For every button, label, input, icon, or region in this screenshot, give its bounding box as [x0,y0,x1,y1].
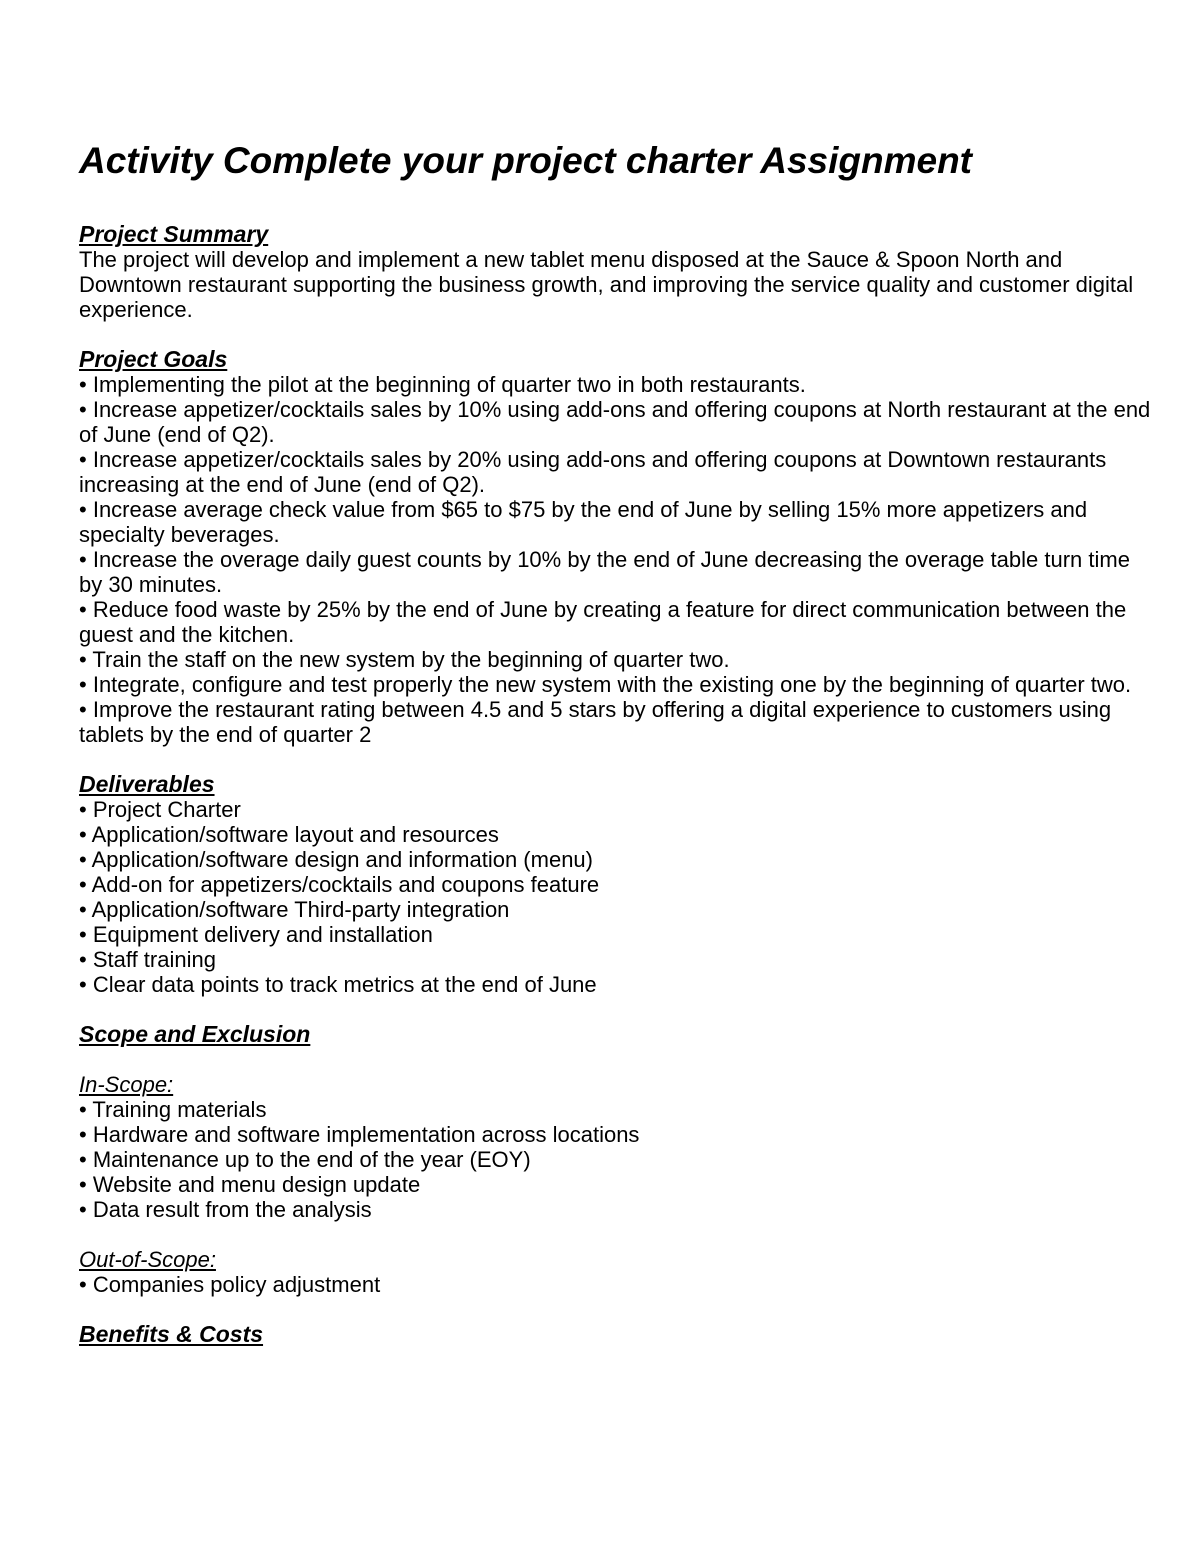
bullet-icon: • [79,847,87,872]
goal-text: Increase appetizer/cocktails sales by 20% using add-ons and offering coupons at Downtown restaurants increasing at the end of June (end of Q2). [79,447,1107,497]
list-item [79,1147,1159,1172]
goal-text: Improve the restaurant rating between 4.5 and 5 stars by offering a digital experience to customers using tablets by the end of quarter 2 [79,697,1112,747]
list-item [79,372,1159,397]
deliverable-text: Application/software layout and resources [91,822,499,847]
list-item [79,672,1159,697]
in-scope-text: Maintenance up to the end of the year (EOY) [92,1147,531,1172]
bullet-icon: • [79,647,87,672]
deliverable-text: Application/software design and information (menu) [91,847,593,872]
list-item [79,1172,1159,1197]
bullet-icon: • [79,947,87,972]
list-item [79,447,1159,497]
goal-text: Increase the overage daily guest counts by 10% by the end of June decreasing the overage table turn time by 30 minutes. [79,547,1130,597]
benefits-costs-heading: Benefits & Costs [79,1321,264,1347]
deliverables-section [79,772,1159,997]
goal-text: Increase average check value from $65 to $75 by the end of June by selling 15% more appetizers and specialty beverages. [79,497,1088,547]
goal-text: Integrate, configure and test properly the new system with the existing one by the beginning of quarter two. [92,672,1132,697]
list-item [79,1272,1159,1297]
bullet-icon: • [79,1272,87,1297]
benefits-costs-section [79,1322,1159,1347]
list-item [79,922,1159,947]
goal-text: Train the staff on the new system by the beginning of quarter two. [92,647,730,672]
in-scope-text: Training materials [92,1097,267,1122]
bullet-icon: • [79,972,87,997]
list-item [79,847,1159,872]
deliverable-text: Application/software Third-party integration [91,897,510,922]
list-item [79,797,1159,822]
bullet-icon: • [79,672,87,697]
project-goals-heading: Project Goals [79,346,228,372]
deliverable-text: Project Charter [92,797,241,822]
list-item [79,897,1159,922]
goal-text: Implementing the pilot at the beginning of quarter two in both restaurants. [92,372,806,397]
document-page [79,138,1159,1347]
bullet-icon: • [79,1147,87,1172]
list-item [79,1122,1159,1147]
deliverable-text: Equipment delivery and installation [92,922,433,947]
list-item [79,972,1159,997]
document-title: Activity Complete your project charter Assignment [79,140,973,181]
list-item [79,947,1159,972]
list-item [79,597,1159,647]
goal-text: Increase appetizer/cocktails sales by 10% using add-ons and offering coupons at North restaurant at the end of June (end of Q2). [79,397,1151,447]
list-item [79,647,1159,672]
bullet-icon: • [79,922,87,947]
project-summary-section [79,222,1159,322]
list-item [79,1197,1159,1222]
deliverable-text: Add-on for appetizers/cocktails and coupons feature [91,872,600,897]
scope-section [79,1022,1159,1297]
list-item [79,497,1159,547]
bullet-icon: • [79,1197,87,1222]
bullet-icon: • [79,872,87,897]
bullet-icon: • [79,447,87,472]
in-scope-list [79,1097,1159,1222]
deliverables-list [79,797,1159,997]
out-of-scope-text: Companies policy adjustment [92,1272,381,1297]
bullet-icon: • [79,397,87,422]
in-scope-text: Hardware and software implementation across locations [92,1122,640,1147]
in-scope-text: Website and menu design update [92,1172,421,1197]
project-goals-section [79,347,1159,747]
bullet-icon: • [79,822,87,847]
bullet-icon: • [79,797,87,822]
deliverable-text: Staff training [92,947,216,972]
out-of-scope-list [79,1272,1159,1297]
bullet-icon: • [79,597,87,622]
list-item [79,697,1159,747]
project-summary-heading: Project Summary [79,221,269,247]
deliverables-heading: Deliverables [79,771,215,797]
list-item [79,1097,1159,1122]
bullet-icon: • [79,1172,87,1197]
bullet-icon: • [79,897,87,922]
list-item [79,872,1159,897]
bullet-icon: • [79,1097,87,1122]
bullet-icon: • [79,372,87,397]
list-item [79,547,1159,597]
list-item [79,397,1159,447]
deliverable-text: Clear data points to track metrics at the end of June [92,972,597,997]
bullet-icon: • [79,497,87,522]
bullet-icon: • [79,1122,87,1147]
scope-heading: Scope and Exclusion [79,1021,311,1047]
project-summary-text: The project will develop and implement a new tablet menu disposed at the Sauce & Spoon North and Downtown restaurant supporting the business growth, and improving the service quality and customer digital experience. [79,247,1134,322]
bullet-icon: • [79,697,87,722]
out-of-scope-label: Out-of-Scope: [79,1247,216,1272]
in-scope-label: In-Scope: [79,1072,174,1097]
project-goals-list [79,372,1159,747]
in-scope-text: Data result from the analysis [92,1197,372,1222]
bullet-icon: • [79,547,87,572]
goal-text: Reduce food waste by 25% by the end of June by creating a feature for direct communication between the guest and the kitchen. [79,597,1127,647]
list-item [79,822,1159,847]
